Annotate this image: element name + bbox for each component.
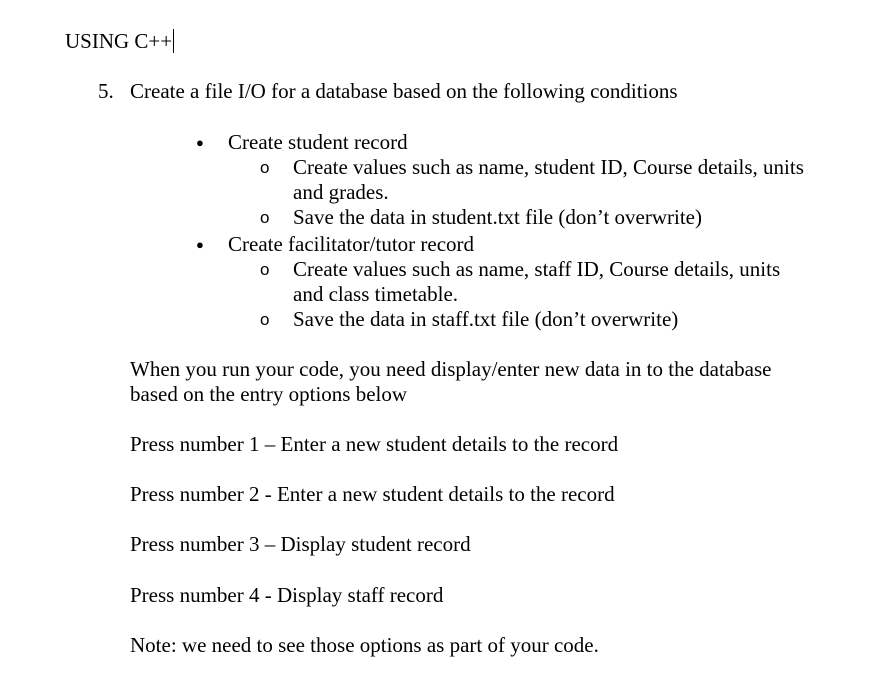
subitem-student-save: Save the data in student.txt file (don’t overwrite) — [293, 205, 702, 229]
bullet-icon: ● — [196, 237, 204, 252]
option-3: Press number 3 – Display student record — [130, 532, 471, 556]
circle-bullet-icon: o — [260, 208, 270, 227]
circle-bullet-icon: o — [260, 158, 270, 177]
closing-note: Note: we need to see those options as part of your code. — [130, 633, 599, 657]
run-instructions: When you run your code, you need display/enter new data in to the database based on the entry options below — [130, 357, 772, 406]
circle-bullet-icon: o — [260, 260, 270, 279]
text-cursor — [173, 29, 174, 53]
option-4: Press number 4 - Display staff record — [130, 583, 444, 607]
subitem-staff-values: Create values such as name, staff ID, Course details, units and class timetable. — [293, 257, 781, 306]
document-heading — [65, 29, 174, 54]
option-2: Press number 2 - Enter a new student details to the record — [130, 482, 615, 506]
circle-bullet-icon: o — [260, 310, 270, 329]
subitem-student-values: Create values such as name, student ID, Course details, units and grades. — [293, 155, 804, 204]
question-text: Create a file I/O for a database based on the following conditions — [130, 79, 678, 103]
question-number: 5. — [98, 79, 114, 103]
bullet-icon: ● — [196, 135, 204, 150]
option-1: Press number 1 – Enter a new student details to the record — [130, 432, 619, 456]
subitem-staff-save: Save the data in staff.txt file (don’t overwrite) — [293, 307, 679, 331]
heading-text: USING C++ — [65, 29, 173, 53]
list-item-student-record: Create student record — [228, 130, 408, 154]
list-item-tutor-record: Create facilitator/tutor record — [228, 232, 475, 256]
